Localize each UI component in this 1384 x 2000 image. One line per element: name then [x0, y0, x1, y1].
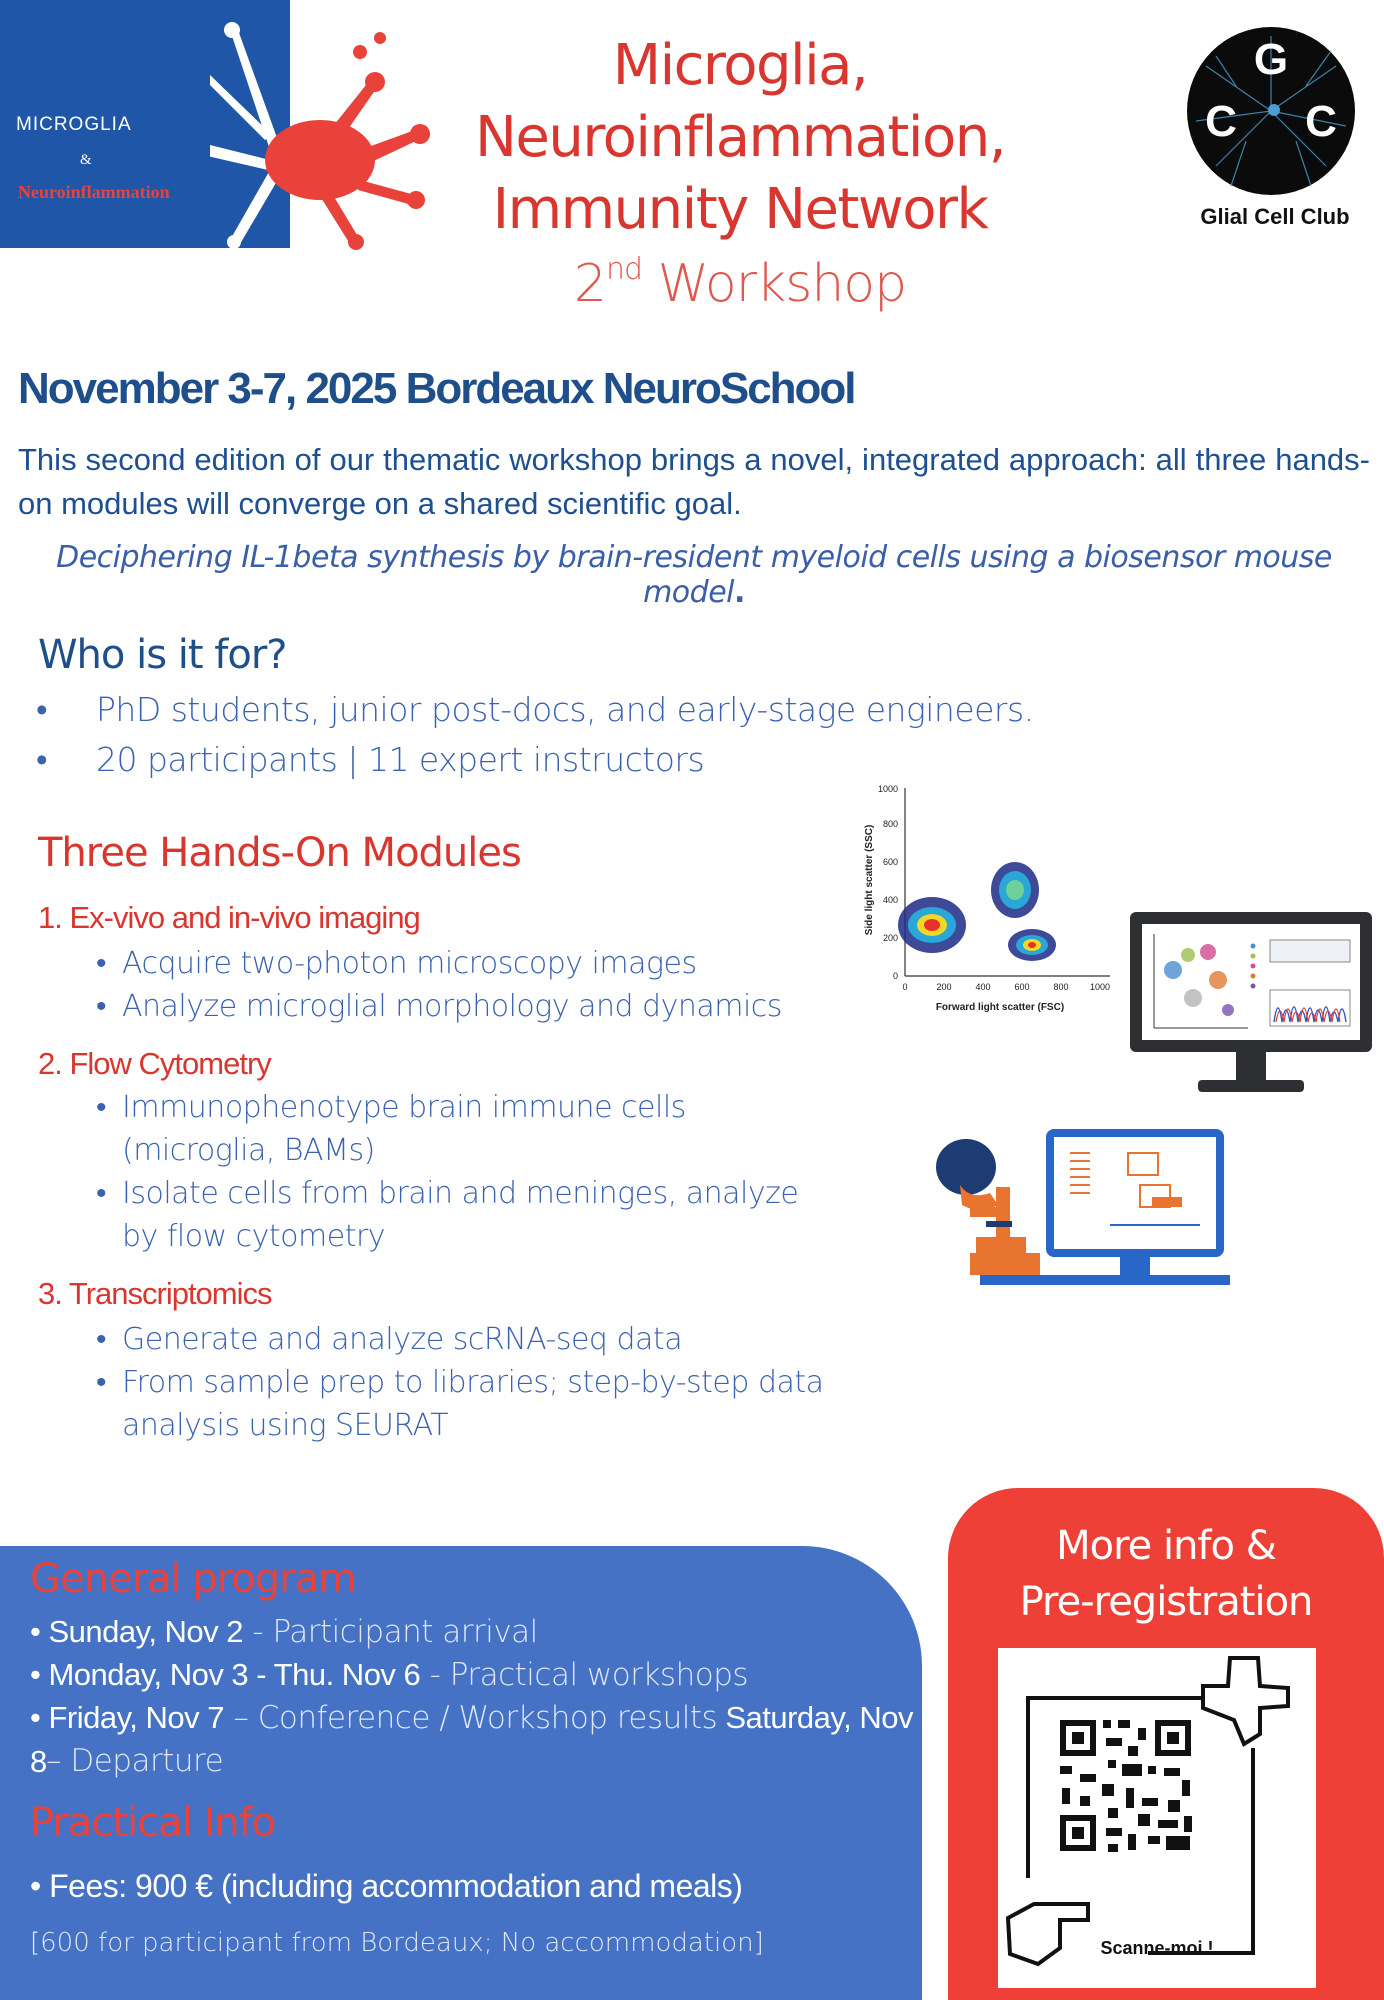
bullet-icon: •: [36, 740, 48, 779]
cluster-top: [991, 862, 1039, 918]
program-separator: -: [420, 1657, 450, 1693]
who-heading: Who is it for?: [38, 632, 287, 678]
program-day: Friday, Nov 7: [48, 1700, 225, 1735]
program-day: Saturday, Nov 8: [30, 1700, 913, 1779]
bullet-icon: •: [36, 690, 48, 729]
bullet-icon: •: [96, 1365, 107, 1400]
x-tick-label: 400: [975, 982, 991, 992]
module-item-text: Analyze microglial morphology and dynamics: [122, 989, 782, 1024]
qr-code-frame: [998, 1648, 1316, 1988]
module-item: [96, 942, 836, 985]
gcc-letter-c-right: C: [1305, 97, 1337, 146]
practical-heading: Practical Info: [30, 1800, 276, 1846]
logo-text-neuroinflammation: Neuroinflammation: [18, 182, 170, 202]
logo-text-microglia: MICROGLIA: [16, 114, 132, 135]
workshop-number: 2: [573, 254, 606, 314]
module-2-title: 2. Flow Cytometry: [38, 1046, 271, 1081]
program-separator: –: [224, 1700, 258, 1736]
gcc-label: Glial Cell Club: [1200, 204, 1350, 229]
logo-text-ampersand: &: [80, 152, 92, 168]
module-item-text: Immunophenotype brain immune cells (microglia, BAMs): [122, 1090, 686, 1168]
module-item-text: From sample prep to libraries; step-by-step data analysis using SEURAT: [122, 1365, 824, 1443]
gcc-letter-c-left: C: [1205, 97, 1237, 146]
cluster-left: [898, 897, 966, 953]
module-item-text: Isolate cells from brain and meninges, analyze by flow cytometry: [122, 1176, 799, 1254]
heatmap-strip-icon: [1270, 940, 1350, 962]
x-axis-label: Forward light scatter (FSC): [935, 1002, 1065, 1013]
bullet-icon: •: [96, 989, 107, 1024]
program-activity: Participant arrival: [272, 1614, 538, 1650]
module-1-title: 1. Ex-vivo and in-vivo imaging: [38, 900, 420, 935]
microglia-splat-icon: [210, 20, 440, 250]
scientist-microscope-illustration: [930, 1125, 1230, 1295]
who-item: [36, 690, 1034, 729]
program-activity: Conference / Workshop results: [257, 1700, 718, 1736]
bullet-icon: •: [30, 1657, 41, 1692]
y-tick-label: 800: [882, 819, 898, 829]
modules-heading: Three Hands-On Modules: [38, 830, 521, 876]
scan-me-label: Scanne-moi !: [1100, 1938, 1214, 1958]
who-item-text: 20 participants | 11 expert instructors: [96, 740, 705, 779]
y-axis-label: Side light scatter (SSC): [864, 824, 875, 936]
cluster-right: [1008, 929, 1056, 961]
x-tick-label: 800: [1053, 982, 1069, 992]
glial-cell-club-logo: [1186, 26, 1356, 196]
program-line: [30, 1653, 930, 1697]
who-item-text: PhD students, junior post-docs, and early-stage engineers.: [96, 690, 1034, 729]
module-item: [96, 1086, 836, 1172]
module-item-text: Acquire two-photon microscopy images: [122, 946, 697, 981]
workshop-suffix: nd: [605, 252, 643, 287]
intro-paragraph: This second edition of our thematic workshop brings a novel, integrated approach: all three hands-on modules will converge on a shared scientific goal.: [18, 442, 1370, 521]
fees-note: [600 for participant from Bordeaux; No accommodation]: [30, 1928, 764, 1958]
x-tick-label: 600: [1014, 982, 1030, 992]
y-tick-label: 200: [882, 933, 898, 943]
fees-text: • Fees: 900 € (including accommodation and meals): [30, 1868, 743, 1904]
registration-line-1: More info &: [1056, 1523, 1276, 1569]
program-day: Sunday, Nov 2: [48, 1614, 244, 1649]
workshop-subtitle: [430, 252, 1050, 314]
title-line-1: Microglia,: [612, 33, 868, 98]
module-item: [96, 1318, 836, 1361]
program-heading: General program: [30, 1556, 357, 1602]
module-item: [96, 1361, 836, 1447]
x-tick-label: 0: [902, 982, 908, 992]
date-heading: November 3-7, 2025 Bordeaux NeuroSchool: [18, 364, 855, 413]
workshop-word: Workshop: [657, 254, 907, 314]
y-tick-label: 0: [892, 971, 898, 981]
title-line-3: Immunity Network: [492, 177, 988, 242]
bullet-icon: •: [96, 1322, 107, 1357]
goal-period: .: [734, 575, 745, 610]
y-tick-label: 600: [882, 857, 898, 867]
program-day: Monday, Nov 3 - Thu. Nov 6: [48, 1657, 421, 1692]
scientific-goal: [18, 540, 1370, 610]
flow-cytometry-scatter-illustration: [860, 780, 1120, 1020]
y-tick-label: 1000: [877, 784, 898, 794]
qr-code-icon: [1058, 1718, 1193, 1853]
monitor-scrnaseq-illustration: [1128, 910, 1374, 1100]
x-tick-label: 200: [936, 982, 952, 992]
module-item: [96, 1172, 836, 1258]
bullet-icon: •: [96, 946, 107, 981]
program-activity: – Departure: [46, 1743, 224, 1779]
program-separator: -: [243, 1614, 273, 1650]
bullet-icon: •: [30, 1614, 41, 1649]
who-item: [36, 740, 704, 779]
bullet-icon: •: [96, 1176, 107, 1211]
program-line: [46, 1739, 946, 1783]
bullet-icon: •: [96, 1090, 107, 1125]
module-item-text: Generate and analyze scRNA-seq data: [122, 1322, 683, 1357]
module-3-title: 3. Transcriptomics: [38, 1276, 272, 1311]
module-item: [96, 985, 836, 1028]
title-line-2: Neuroinflammation,: [474, 105, 1006, 170]
y-tick-label: 400: [882, 895, 898, 905]
registration-heading: [948, 1518, 1384, 1630]
chromatogram-icon: [1270, 990, 1350, 1026]
goal-text: Deciphering IL-1beta synthesis by brain-resident myeloid cells using a biosensor mouse model: [56, 540, 1332, 610]
gcc-letter-g: G: [1253, 35, 1289, 84]
x-tick-label: 1000: [1089, 982, 1111, 992]
bullet-icon: •: [30, 1700, 41, 1735]
program-line: [30, 1610, 930, 1654]
registration-line-2: Pre-registration: [1019, 1579, 1313, 1625]
pointing-hand-icon: [1203, 1658, 1288, 1744]
program-activity: Practical workshops: [449, 1657, 749, 1693]
